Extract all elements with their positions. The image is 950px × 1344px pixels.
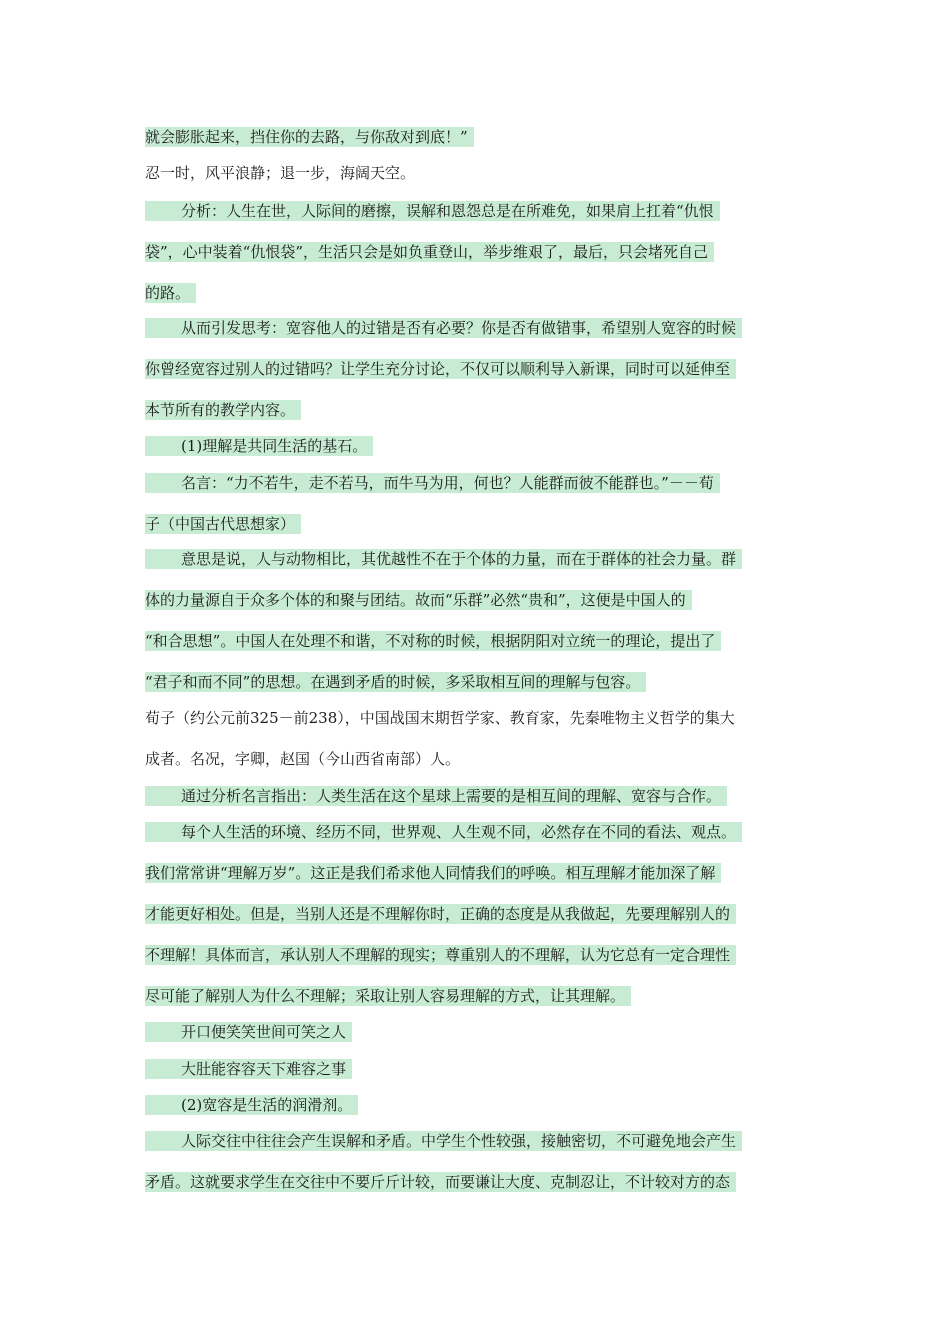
text-line: “君子和而不同”的思想。在遇到矛盾的时候，多采取相互间的理解与包容。 xyxy=(145,672,646,692)
text-line: 分析：人生在世，人际间的磨擦，误解和恩怨总是在所难免，如果肩上扛着“仇恨 xyxy=(145,201,720,221)
text-line: 开口便笑笑世间可笑之人 xyxy=(145,1022,352,1042)
text-line: 成者。名况，字卿，赵国（今山西省南部）人。 xyxy=(145,750,461,768)
text-line: 尽可能了解别人为什么不理解；采取让别人容易理解的方式，让其理解。 xyxy=(145,986,631,1006)
text-line: 通过分析名言指出：人类生活在这个星球上需要的是相互间的理解、宽容与合作。 xyxy=(145,786,727,806)
text-line: 忍一时，风平浪静；退一步，海阔天空。 xyxy=(145,164,416,182)
text-line: 体的力量源自于众多个体的和聚与团结。故而“乐群”必然“贵和”，这便是中国人的 xyxy=(145,590,692,610)
text-line: 不理解！具体而言，承认别人不理解的现实；尊重别人的不理解，认为它总有一定合理性 xyxy=(145,945,736,965)
text-line: 矛盾。这就要求学生在交往中不要斤斤计较，而要谦让大度、克制忍让，不计较对方的态 xyxy=(145,1172,736,1192)
text-line: 的路。 xyxy=(145,283,196,303)
text-line: 名言：“力不若牛，走不若马，而牛马为用，何也？人能群而彼不能群也。”－－荀 xyxy=(145,473,720,493)
text-line: 就会膨胀起来，挡住你的去路，与你敌对到底！” xyxy=(145,127,474,147)
text-line: 本节所有的教学内容。 xyxy=(145,400,301,420)
text-line: 我们常常讲“理解万岁”。这正是我们希求他人同情我们的呼唤。相互理解才能加深了解 xyxy=(145,863,721,883)
text-line: 大肚能容容天下难容之事 xyxy=(145,1059,352,1079)
text-line: 从而引发思考：宽容他人的过错是否有必要？你是否有做错事，希望别人宽容的时候 xyxy=(145,318,742,338)
text-line: (2)宽容是生活的润滑剂。 xyxy=(145,1095,358,1115)
text-line: 意思是说，人与动物相比，其优越性不在于个体的力量，而在于群体的社会力量。群 xyxy=(145,549,742,569)
text-line: 才能更好相处。但是，当别人还是不理解你时，正确的态度是从我做起，先要理解别人的 xyxy=(145,904,736,924)
text-line: 你曾经宽容过别人的过错吗？让学生充分讨论，不仅可以顺利导入新课，同时可以延伸至 xyxy=(145,359,736,379)
text-line: 子（中国古代思想家） xyxy=(145,514,301,534)
text-line: “和合思想”。中国人在处理不和谐，不对称的时候，根据阴阳对立统一的理论，提出了 xyxy=(145,631,721,651)
text-line: 袋”，心中装着“仇恨袋”，生活只会是如负重登山，举步维艰了，最后，只会堵死自己 xyxy=(145,242,714,262)
text-line: 人际交往中往往会产生误解和矛盾。中学生个性较强，接触密切，不可避免地会产生 xyxy=(145,1131,742,1151)
text-line: 每个人生活的环境、经历不同，世界观、人生观不同，必然存在不同的看法、观点。 xyxy=(145,822,742,842)
text-line: (1)理解是共同生活的基石。 xyxy=(145,436,373,456)
text-line: 荀子（约公元前325－前238），中国战国末期哲学家、教育家，先秦唯物主义哲学的集大 xyxy=(145,709,735,727)
